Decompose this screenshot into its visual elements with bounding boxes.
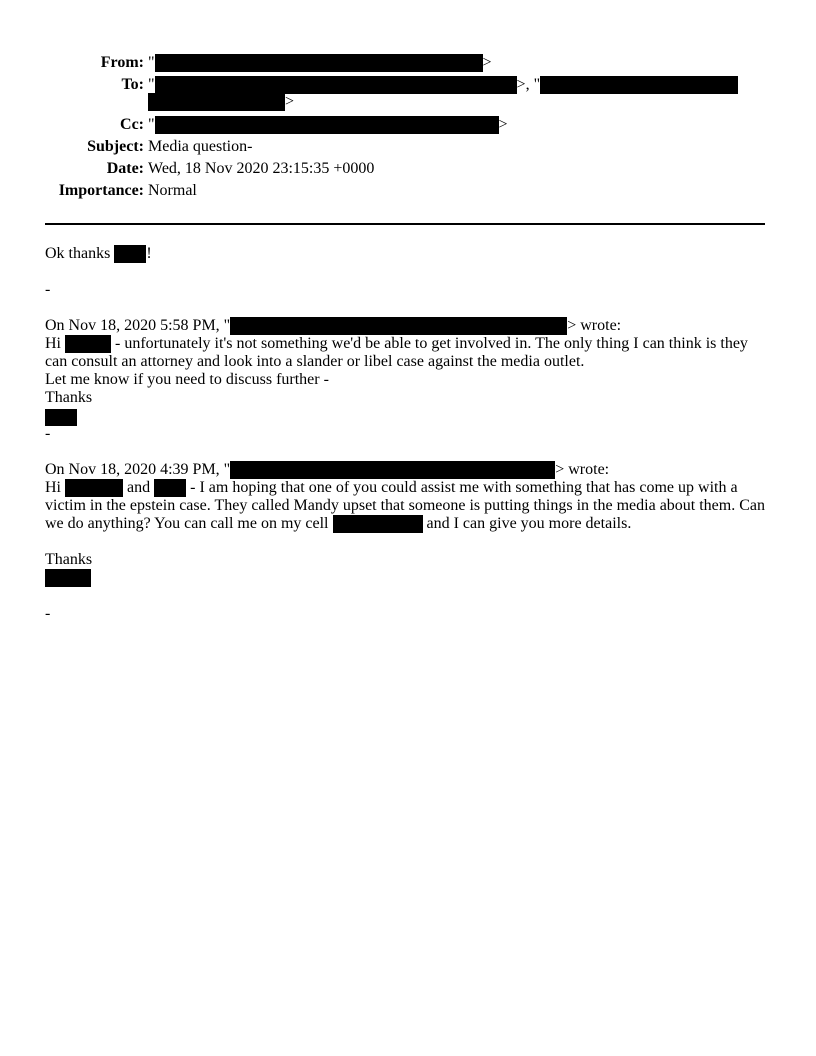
quote2-dash: - <box>45 605 51 622</box>
redaction-block <box>155 76 517 94</box>
quote-mark: " <box>148 54 155 71</box>
signature-dash: - <box>45 281 51 298</box>
angle-bracket: > <box>285 93 295 110</box>
date-row <box>0 158 816 180</box>
quote2-hi: Hi <box>45 479 61 496</box>
from-value <box>148 52 492 74</box>
quote2-line1 <box>45 479 738 497</box>
date-label: Date: <box>106 160 144 177</box>
quote1-thanks: Thanks <box>45 389 93 406</box>
quote1-signature <box>45 408 77 426</box>
quote1-line2: can consult an attorney and look into a slander or libel case against the media outlet. <box>45 353 585 370</box>
quote1-line1 <box>45 335 748 353</box>
reply-exclaim: ! <box>146 245 152 262</box>
redaction-block <box>155 54 483 72</box>
redaction-block <box>230 317 567 335</box>
redaction-block <box>65 335 111 353</box>
quote2-signature <box>45 569 91 587</box>
quote1-hi: Hi <box>45 335 61 352</box>
reply-text: Ok thanks <box>45 245 111 262</box>
redaction-block <box>333 515 423 533</box>
quote2-intro-wrote: > wrote: <box>555 461 610 478</box>
redaction-block <box>154 479 186 497</box>
date-value: Wed, 18 Nov 2020 23:15:35 +0000 <box>148 160 375 177</box>
importance-row <box>0 180 816 202</box>
quote-mark: " <box>148 76 155 93</box>
from-row <box>0 52 816 74</box>
quote1-dash: - <box>45 425 51 442</box>
subject-label: Subject: <box>87 138 144 155</box>
quote2-intro <box>45 461 609 479</box>
quote1-line3: Let me know if you need to discuss further - <box>45 371 329 388</box>
quote1-intro <box>45 317 621 335</box>
cc-label: Cc: <box>120 116 144 133</box>
angle-bracket: > <box>498 116 508 133</box>
subject-value: Media question- <box>148 138 253 155</box>
cc-row <box>0 114 816 136</box>
quote2-line3-text: we do anything? You can call me on my cell <box>45 515 329 532</box>
quote2-line1-text: - I am hoping that one of you could assist me with something that has come up with a <box>190 479 738 496</box>
redaction-block <box>45 409 77 426</box>
to-row <box>0 74 816 96</box>
quote2-line3 <box>45 515 631 533</box>
recipient-separator: , " <box>525 76 541 93</box>
from-label: From: <box>100 54 144 71</box>
redaction-block <box>45 569 91 587</box>
redaction-block <box>540 76 738 94</box>
quote1-line1-text: - unfortunately it's not something we'd be able to get involved in. The only thing I can think is they <box>115 335 748 352</box>
angle-bracket: > <box>482 54 492 71</box>
quote1-intro-text: On Nov 18, 2020 5:58 PM, " <box>45 317 231 334</box>
header-divider <box>45 223 765 225</box>
quote1-intro-wrote: > wrote: <box>567 317 622 334</box>
to-row-continued <box>148 93 294 111</box>
reply-line <box>45 245 152 263</box>
redaction-block <box>155 116 499 134</box>
quote-mark: " <box>148 116 155 133</box>
angle-bracket: > <box>516 76 526 93</box>
quote2-intro-text: On Nov 18, 2020 4:39 PM, " <box>45 461 231 478</box>
redaction-block <box>65 479 123 497</box>
subject-row <box>0 136 816 158</box>
cc-value <box>148 114 508 136</box>
redaction-block <box>230 461 555 479</box>
importance-label: Importance: <box>58 182 144 199</box>
quote2-and: and <box>127 479 151 496</box>
quote2-thanks: Thanks <box>45 551 93 568</box>
importance-value: Normal <box>148 182 197 199</box>
redaction-block <box>148 93 285 111</box>
redaction-block <box>114 245 146 263</box>
quote2-line3-text-end: and I can give you more details. <box>426 515 632 532</box>
to-label: To: <box>121 76 144 93</box>
quote2-line2: victim in the epstein case. They called Mandy upset that someone is putting things in the media about them. Can <box>45 497 765 514</box>
